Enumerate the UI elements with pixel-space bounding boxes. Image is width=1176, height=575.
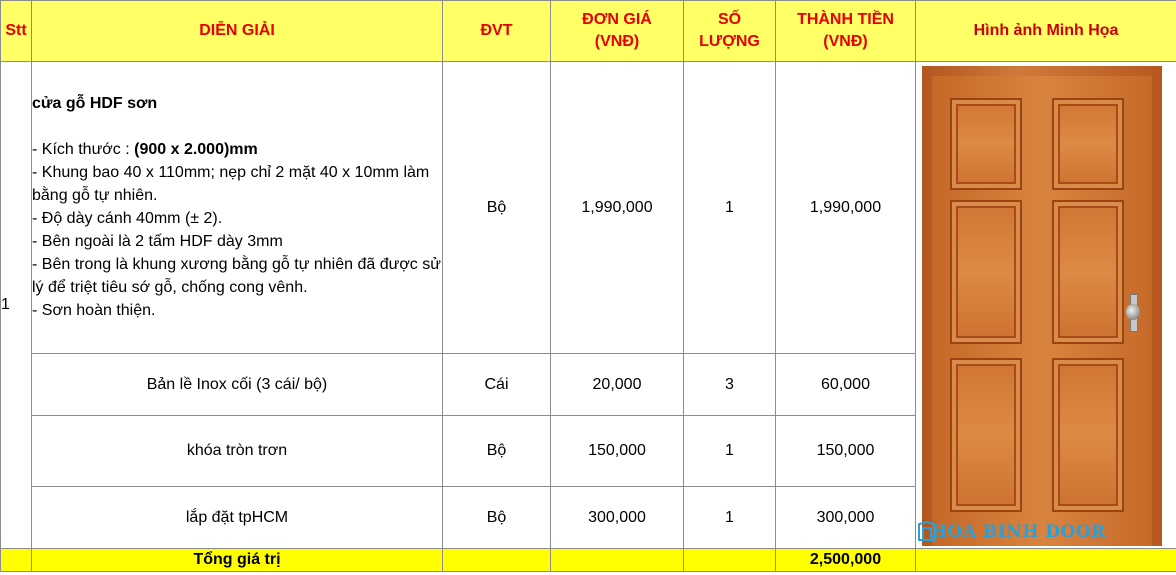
header-image: Hình ảnh Minh Họa xyxy=(916,1,1176,62)
row-amount: 300,000 xyxy=(776,487,916,549)
table-row xyxy=(1,62,1176,354)
row-amount: 60,000 xyxy=(776,354,916,416)
total-empty-cell xyxy=(916,549,1176,572)
row-unit: Bộ xyxy=(443,416,551,487)
total-empty-cell xyxy=(551,549,684,572)
item-unit: Bộ xyxy=(443,62,551,354)
total-row xyxy=(1,549,1176,572)
row-unit-price: 150,000 xyxy=(551,416,684,487)
header-unit-price xyxy=(551,1,684,62)
header-amount-line1: THÀNH TIỀN xyxy=(797,11,894,28)
door-panel xyxy=(1052,358,1124,512)
door-panel xyxy=(950,200,1022,344)
row-description: Bản lề Inox cối (3 cái/ bộ) xyxy=(32,354,443,416)
door-illustration-icon xyxy=(922,66,1162,546)
door-knob-icon xyxy=(1126,304,1140,320)
total-stt-cell xyxy=(1,549,32,572)
total-value: 2,500,000 xyxy=(776,549,916,572)
item-inside-line: - Bên trong là khung xương bằng gỗ tự nhiên đã được sử lý để triệt tiêu sớ gỗ, chống cong vênh. xyxy=(32,256,441,296)
header-unit-price-line2: (VNĐ) xyxy=(594,33,640,50)
row-description: lắp đặt tpHCM xyxy=(32,487,443,549)
item-quantity: 1 xyxy=(684,62,776,354)
door-panel xyxy=(1052,200,1124,344)
door-panel xyxy=(950,358,1022,512)
row-quantity: 1 xyxy=(684,487,776,549)
item-thickness-line: - Độ dày cánh 40mm (± 2). xyxy=(32,210,223,227)
header-quantity-line2: LƯỢNG xyxy=(699,33,760,50)
header-amount-line2: (VNĐ) xyxy=(823,33,868,50)
door-leaf xyxy=(932,76,1152,546)
header-row xyxy=(1,1,1176,62)
watermark-text: HOA BINH DOOR xyxy=(931,522,1106,542)
item-title: cửa gỗ HDF sơn xyxy=(32,95,158,112)
total-empty-cell xyxy=(684,549,776,572)
total-empty-cell xyxy=(443,549,551,572)
item-frame-line: - Khung bao 40 x 110mm; nẹp chỉ 2 mặt 40 x 10mm làm bằng gỗ tự nhiên. xyxy=(32,164,430,204)
row-unit: Cái xyxy=(443,354,551,416)
row-amount: 150,000 xyxy=(776,416,916,487)
row-quantity: 1 xyxy=(684,416,776,487)
door-image-cell xyxy=(916,62,1176,549)
header-unit-price-line1: ĐƠN GIÁ xyxy=(582,11,652,28)
total-label: Tổng giá trị xyxy=(32,549,443,572)
item-size-value: (900 x 2.000)mm xyxy=(134,141,258,158)
item-size-prefix: - Kích thước : xyxy=(32,141,135,158)
header-quantity xyxy=(684,1,776,62)
header-description: DIỄN GIẢI xyxy=(32,1,443,62)
item-size-line xyxy=(32,138,442,161)
item-finish-line: - Sơn hoàn thiện. xyxy=(32,302,156,319)
header-quantity-line1: SỐ xyxy=(717,11,742,28)
row-unit-price: 20,000 xyxy=(551,354,684,416)
item-description xyxy=(32,62,443,354)
item-unit-price: 1,990,000 xyxy=(551,62,684,354)
item-amount: 1,990,000 xyxy=(776,62,916,354)
row-description: khóa tròn trơn xyxy=(32,416,443,487)
header-stt: Stt xyxy=(1,1,32,62)
row-unit: Bộ xyxy=(443,487,551,549)
door-panel xyxy=(1052,98,1124,190)
door-panel xyxy=(950,98,1022,190)
row-stt: 1 xyxy=(1,62,32,549)
header-unit: ĐVT xyxy=(443,1,551,62)
row-quantity: 3 xyxy=(684,354,776,416)
row-unit-price: 300,000 xyxy=(551,487,684,549)
watermark xyxy=(917,518,1167,548)
item-outside-line: - Bên ngoài là 2 tấm HDF dày 3mm xyxy=(32,233,283,250)
header-amount xyxy=(776,1,916,62)
